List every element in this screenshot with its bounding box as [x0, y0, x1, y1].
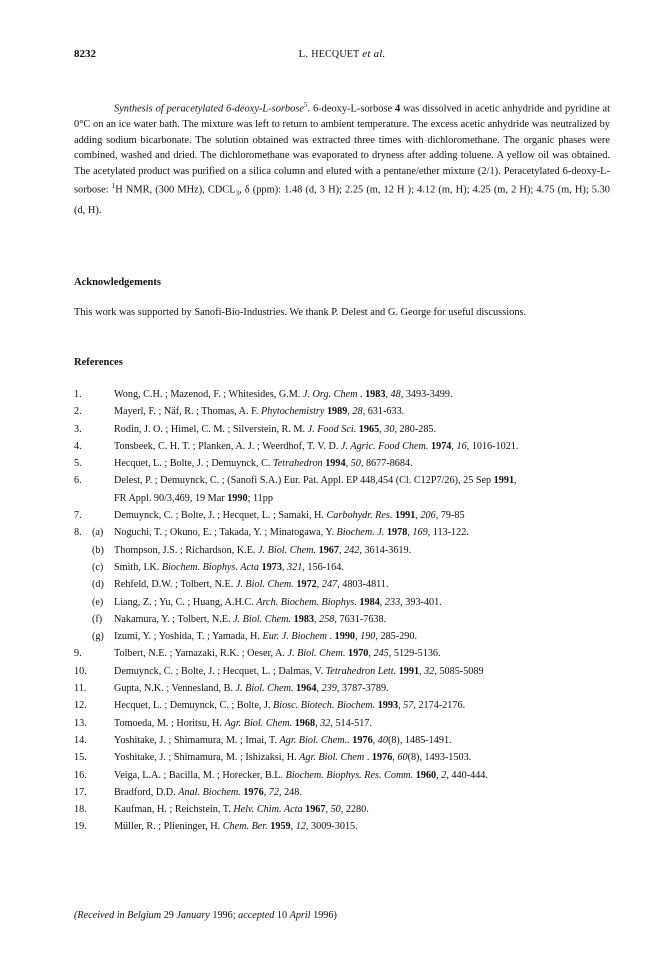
reference-year: 1965: [358, 423, 380, 435]
synthesis-paragraph: [74, 98, 610, 218]
reference-pages: , 7631-7638.: [334, 613, 387, 625]
reference-journal: Chem. Ber.: [222, 821, 268, 833]
reference-separator: ,: [385, 389, 391, 400]
reference-separator: ,: [407, 527, 413, 539]
reference-separator: ; 11pp: [247, 492, 273, 504]
reference-volume: 40: [377, 734, 388, 746]
reference-sub-label: (f): [92, 613, 103, 625]
reference-sub-label: (d): [92, 579, 104, 591]
reference-item: [74, 767, 614, 784]
reference-separator: ,: [338, 544, 345, 556]
reference-separator: ,: [415, 510, 421, 522]
reference-sub-label: (a): [92, 527, 104, 539]
received-line: [74, 910, 337, 921]
synthesis-title-ref: 5: [303, 101, 308, 109]
reference-authors: Veiga, L.A. ; Bacilla, M. ; Horecker, B.L.: [114, 769, 286, 781]
reference-authors: Tolbert, N.E. ; Yamazaki, R.K. ; Oeser, A.: [114, 648, 288, 660]
reference-authors: Kaufman, H. ; Reichstein, T.: [114, 804, 234, 816]
reference-body: [114, 472, 517, 489]
reference-sub-label: (b): [92, 544, 104, 556]
reference-separator: ,: [347, 406, 353, 418]
reference-pages: , 248.: [278, 786, 302, 798]
reference-item: [74, 801, 614, 818]
reference-journal: Biochem. Biophys. Acta: [161, 561, 259, 573]
reference-separator: .: [327, 631, 335, 643]
reference-number: 4.: [74, 440, 82, 452]
reference-pages: , 156-164.: [302, 561, 344, 573]
reference-body: [114, 490, 273, 507]
reference-pages: , 3614-3619.: [359, 544, 412, 556]
reference-pages: , 3787-3789.: [336, 683, 389, 695]
reference-separator: ,: [368, 648, 374, 660]
reference-number: 1.: [74, 389, 82, 400]
reference-volume: 48: [390, 389, 401, 400]
reference-journal: Carbohydr. Res.: [326, 510, 393, 522]
reference-authors: Izumi, Y. ; Yoshida, T. ; Yamada, H.: [114, 631, 263, 643]
references-heading: References: [74, 357, 123, 368]
reference-authors: Thompson, J.S. ; Richardson, K.E.: [114, 544, 259, 556]
accepted-month: April: [289, 910, 311, 921]
reference-item: [74, 594, 614, 611]
reference-separator: ,: [379, 596, 385, 608]
reference-volume: 169: [412, 527, 428, 539]
reference-number: 15.: [74, 752, 87, 764]
reference-year: 1989: [326, 406, 348, 418]
reference-list: [74, 386, 614, 836]
reference-body: [114, 680, 389, 697]
reference-body: [114, 663, 484, 680]
reference-item: [74, 403, 614, 420]
reference-journal: Agr. Biol. Chem: [299, 752, 365, 764]
reference-body: [114, 524, 469, 541]
reference-journal: Agr. Biol. Chem.: [224, 717, 293, 729]
reference-number: 5.: [74, 458, 82, 470]
author-initial: L.: [298, 48, 312, 60]
reference-year: 1990: [334, 631, 356, 643]
reference-separator: ,: [392, 752, 398, 764]
reference-journal: Helv. Chim. Acta: [233, 804, 303, 816]
reference-pages: , 5085-5089: [434, 665, 484, 677]
reference-volume: 50: [350, 458, 361, 470]
reference-year: 1974: [431, 440, 452, 452]
reference-body: [114, 628, 417, 645]
reference-volume: 32: [320, 717, 331, 729]
nmr-text: H NMR, (300 MHz), CDCL: [115, 184, 236, 196]
reference-journal: J. Biol. Chem.: [233, 613, 292, 625]
reference-year: 1964: [296, 683, 317, 695]
reference-volume: 50: [330, 804, 341, 816]
reference-body: [114, 645, 441, 662]
reference-volume: 239: [321, 683, 337, 695]
reference-separator: ,: [316, 579, 322, 591]
reference-authors: Hecquet, L. ; Demuynck, C. ; Bolte, J.: [114, 700, 274, 712]
reference-authors: Demuynck, C. ; Bolte, J. ; Hecquet, L. ; Samaki, H.: [114, 510, 327, 522]
reference-body: [114, 594, 442, 611]
reference-body: [114, 732, 452, 749]
reference-number: 16.: [74, 769, 87, 781]
reference-journal: J. Biol. Chem.: [235, 683, 294, 695]
received-date: 29: [161, 910, 177, 921]
reference-sub-label: (g): [92, 631, 104, 643]
reference-body: [114, 697, 465, 714]
reference-item: [74, 507, 614, 524]
reference-body: [114, 801, 369, 818]
reference-item: [74, 472, 614, 489]
reference-journal: Agr. Biol. Chem..: [279, 734, 350, 746]
reference-year: 1959: [270, 821, 291, 833]
reference-year: 1972: [296, 579, 317, 591]
reference-journal: J. Agric. Food Chem.: [340, 440, 429, 452]
reference-separator: ,: [355, 631, 361, 643]
reference-authors: Hecquet, L. ; Bolte, J. ; Demuynck, C.: [114, 458, 274, 470]
reference-item: [74, 749, 614, 766]
reference-pages: , 393-401.: [400, 596, 442, 608]
reference-volume: 321: [287, 561, 303, 573]
reference-item: [74, 576, 614, 593]
reference-journal: Anal. Biochem.: [178, 786, 241, 798]
reference-authors: Noguchi, T. ; Okuno, E. ; Takada, Y. ; Minatogawa, Y.: [114, 527, 337, 539]
reference-separator: ,: [451, 440, 457, 452]
reference-year: 1983: [365, 389, 386, 400]
reference-item: [74, 542, 614, 559]
reference-item: [74, 680, 614, 697]
reference-item: [74, 732, 614, 749]
reference-pages: (8), 1493-1503.: [407, 752, 472, 764]
reference-pages: , 5129-5136.: [388, 648, 441, 660]
reference-pages: , 440-444.: [446, 769, 488, 781]
reference-year: 1968: [294, 717, 316, 729]
reference-volume: 242: [344, 544, 360, 556]
reference-year: 1976: [352, 734, 373, 746]
reference-number: 9.: [74, 648, 82, 660]
reference-number: 8.: [74, 527, 82, 539]
reference-separator: .: [364, 752, 372, 764]
reference-year: 1970: [348, 648, 369, 660]
reference-volume: 12: [295, 821, 306, 833]
reference-separator: ,: [316, 683, 322, 695]
reference-journal: Phytochemistry: [261, 406, 325, 418]
reference-year: 1991: [394, 510, 416, 522]
reference-number: 13.: [74, 717, 87, 729]
reference-item: [74, 611, 614, 628]
reference-separator: ,: [419, 665, 425, 677]
reference-separator: ,: [290, 821, 296, 833]
reference-separator: ,: [315, 717, 321, 729]
reference-year: 1984: [359, 596, 380, 608]
reference-item: [74, 663, 614, 680]
reference-pages: , 8677-8684.: [360, 458, 413, 470]
reference-pages: , 4803-4811.: [337, 579, 389, 591]
reference-item: [74, 490, 614, 507]
reference-journal: Eur. J. Biochem: [262, 631, 327, 643]
reference-authors: Yoshitake, J. ; Shimamura, M. ; Ishizaksi, H.: [114, 752, 300, 764]
reference-year: 1990: [227, 492, 248, 504]
reference-item: [74, 438, 614, 455]
reference-pages: , 2280.: [340, 804, 369, 816]
reference-journal: J. Org. Chem: [302, 389, 358, 400]
reference-authors: Bradford, D.D.: [114, 786, 179, 798]
reference-item: [74, 697, 614, 714]
reference-volume: 28: [352, 406, 363, 418]
reference-pages: , 280-285.: [394, 423, 437, 435]
reference-separator: ,: [281, 561, 287, 573]
reference-authors: Rehfeld, D.W. ; Tolbert, N.E.: [114, 579, 236, 591]
compound-number: 4: [395, 103, 401, 115]
reference-volume: 206: [420, 510, 436, 522]
running-head: [74, 48, 610, 60]
reference-journal: Tetrahedron Lett.: [325, 665, 397, 677]
reference-separator: ,: [325, 804, 331, 816]
reference-authors: Delest, P. ; Demuynck, C. ; (Sanofi S.A.) Eur. Pat. Appl. EP 448,454 (Cl. C12P7/26), 25 Sep: [114, 475, 494, 487]
reference-number: 14.: [74, 734, 87, 746]
accepted-date: 10: [274, 910, 290, 921]
reference-journal: J. Biol. Chem.: [235, 579, 294, 591]
reference-separator: ,: [263, 786, 269, 798]
reference-journal: Biosc. Biotech. Biochem.: [273, 700, 376, 712]
reference-year: 1991: [398, 665, 420, 677]
reference-item: [74, 818, 614, 835]
reference-authors: Liang, Z. ; Yu, C. ; Huang, A.H.C.: [114, 596, 257, 608]
reference-year: 1960: [415, 769, 437, 781]
reference-separator: ,: [372, 734, 378, 746]
reference-journal: Arch. Biochem. Biophys.: [256, 596, 357, 608]
reference-separator: ,: [398, 700, 404, 712]
reference-body: [114, 403, 404, 420]
reference-pages: , 285-290.: [375, 631, 417, 643]
reference-pages: , 113-122.: [427, 527, 469, 539]
reference-body: [114, 749, 471, 766]
reference-authors: Rodin, J. O. ; Himel, C. M. ; Silverstein, R. M.: [114, 423, 308, 435]
reference-pages: , 3009-3015.: [305, 821, 358, 833]
synthesis-title: Synthesis of peracetylated 6-deoxy-L-sorbose: [114, 103, 304, 115]
reference-journal: J. Biol. Chem.: [287, 648, 346, 660]
reference-volume: 32: [424, 665, 435, 677]
reference-pages: , 514-517.: [330, 717, 372, 729]
reference-year: 1978: [386, 527, 408, 539]
reference-number: 17.: [74, 786, 87, 798]
reference-body: [114, 386, 453, 403]
reference-separator: ,: [345, 458, 351, 470]
reference-item: [74, 715, 614, 732]
reference-authors: Nakamura, Y. ; Tolbert, N.E.: [114, 613, 234, 625]
reference-year: 1976: [243, 786, 264, 798]
reference-year: 1993: [377, 700, 399, 712]
reference-number: 6.: [74, 475, 82, 487]
reference-volume: 72: [268, 786, 279, 798]
reference-volume: 233: [384, 596, 401, 608]
reference-authors: Tonsbeek, C. H. T. ; Planken, A. J. ; Weerdhof, T. V. D.: [114, 440, 341, 452]
reference-item: [74, 421, 614, 438]
reference-item: [74, 524, 614, 541]
reference-year: 1967: [305, 804, 326, 816]
reference-pages: (8), 1485-1491.: [387, 734, 452, 746]
synthesis-text-1: . 6-deoxy-L-sorbose: [307, 103, 395, 115]
reference-number: 18.: [74, 804, 87, 816]
nmr-rest: , δ (ppm): 1.48 (d, 3 H); 2.25 (m, 12 H ); 4.12 (m, H); 4.25 (m, 2 H); 4.75 (m, H); 5.30 (d, H).: [74, 184, 610, 216]
reference-authors: Yoshitake, J. ; Shimamura, M. ; Imai, T.: [114, 734, 280, 746]
received-year: 1996;: [209, 910, 239, 921]
reference-separator: ,: [314, 613, 320, 625]
reference-volume: 190: [360, 631, 376, 643]
reference-authors: Wong, C.H. ; Mazenod, F. ; Whitesides, G.M.: [114, 389, 303, 400]
synthesis-text-2: was dissolved in acetic anhydride and pyridine at 0°C on an ice water bath. The mixture was left to return to ambient temperature. The excess acetic anhydride was neutralized by adding sodium bicarbonate. The solution obtained was extracted three times with dichloromethane. The organic phases were combined, washed and dried. The dichloromethane was evaporated to dryness after adding toluene. A yellow oil was obtained. The acetylated product was purified on a silica column and eluted with a pentane/ether mixture (2/1). Peracetylated 6-deoxy-L-sorbose:: [74, 103, 610, 196]
reference-number: 12.: [74, 700, 87, 712]
nmr-superscript: 1: [111, 182, 116, 191]
reference-volume: 30: [384, 423, 395, 435]
reference-pages: , 3493-3499.: [400, 389, 453, 400]
reference-authors: Smith, I.K.: [114, 561, 162, 573]
reference-item: [74, 455, 614, 472]
reference-number: 7.: [74, 510, 82, 522]
accepted-label: accepted: [238, 910, 275, 921]
reference-authors: Demuynck, C. ; Bolte, J. ; Hecquet, L. ; Dalmas, V.: [114, 665, 326, 677]
reference-body: [114, 438, 518, 455]
reference-item: [74, 645, 614, 662]
reference-body: [114, 767, 488, 784]
reference-body: [114, 818, 358, 835]
reference-pages: , 631-633.: [362, 406, 405, 418]
page-header: [74, 48, 610, 64]
acknowledgements-heading: Acknowledgements: [74, 277, 161, 288]
reference-body: [114, 455, 413, 472]
reference-separator: .: [357, 389, 366, 400]
reference-number: 19.: [74, 821, 87, 833]
reference-journal: J. Biol. Chem.: [258, 544, 317, 556]
reference-separator: ,: [436, 769, 442, 781]
et-al: et al.: [359, 48, 386, 60]
reference-separator: ,: [514, 475, 517, 487]
reference-authors: Tomoeda, M. ; Horitsu, H.: [114, 717, 225, 729]
page-number: 8232: [74, 48, 96, 60]
reference-volume: 258: [319, 613, 335, 625]
reference-authors: FR Appl. 90/3,469, 19 Mar: [114, 492, 228, 504]
reference-volume: 60: [397, 752, 408, 764]
reference-item: [74, 559, 614, 576]
reference-item: [74, 386, 614, 403]
reference-authors: Müller, R. ; Plieninger, H.: [114, 821, 223, 833]
reference-body: [114, 507, 465, 524]
reference-sub-label: (e): [92, 596, 104, 608]
reference-body: [114, 784, 302, 801]
reference-body: [114, 542, 411, 559]
received-label: Received in Belgium: [77, 910, 162, 921]
reference-year: 1983: [293, 613, 314, 625]
reference-volume: 247: [321, 579, 338, 591]
nmr-subscript: 3: [235, 189, 240, 198]
author-surname: HECQUET: [311, 49, 360, 60]
reference-body: [114, 421, 436, 438]
reference-body: [114, 715, 372, 732]
reference-authors: Gupta, N.K. ; Vennesland, B.: [114, 683, 236, 695]
reference-journal: Biochem. Biophys. Res. Comm.: [285, 769, 414, 781]
reference-item: [74, 784, 614, 801]
reference-year: 1994: [325, 458, 346, 470]
reference-volume: 245: [373, 648, 389, 660]
reference-separator: ,: [379, 423, 385, 435]
reference-year: 1991: [493, 475, 515, 487]
reference-item: [74, 628, 614, 645]
reference-pages: , 1016-1021.: [466, 440, 519, 452]
reference-body: [114, 611, 386, 628]
reference-pages: , 79-85: [435, 510, 465, 522]
reference-journal: J. Food Sci.: [307, 423, 357, 435]
reference-authors: Mayerl, F. ; Näf, R. ; Thomas, A. F.: [114, 406, 262, 418]
reference-body: [114, 559, 344, 576]
reference-journal: Biochem. J.: [336, 527, 385, 539]
received-open: (: [74, 910, 78, 921]
reference-pages: , 2174-2176.: [413, 700, 466, 712]
reference-year: 1976: [371, 752, 393, 764]
acknowledgements-text: This work was supported by Sanofi-Bio-Industries. We thank P. Delest and G. George for useful discussions.: [74, 307, 527, 318]
reference-number: 2.: [74, 406, 82, 418]
reference-number: 3.: [74, 423, 82, 435]
reference-body: [114, 576, 389, 593]
reference-journal: Tetrahedron: [273, 458, 323, 470]
reference-year: 1973: [261, 561, 282, 573]
accepted-year: 1996): [310, 910, 337, 921]
reference-year: 1967: [318, 544, 339, 556]
reference-volume: 57: [403, 700, 414, 712]
reference-number: 10.: [74, 665, 87, 677]
reference-sub-label: (c): [92, 561, 104, 573]
reference-volume: 16: [456, 440, 467, 452]
reference-number: 11.: [74, 683, 87, 695]
received-month: January: [176, 910, 210, 921]
reference-volume: 2: [441, 769, 447, 781]
